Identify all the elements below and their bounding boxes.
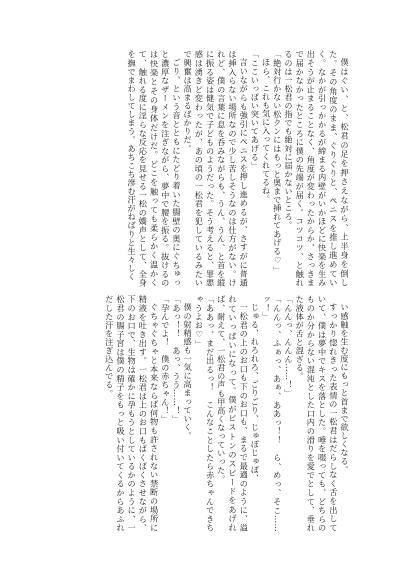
text-tier-top: [50, 50, 350, 287]
paragraph: 一松君の上のお口も下のお口も、まるで最適のように、溢れていっぱいになって。僕がピストンのスピードをあげれば、耐えて、一松君の声も甲高くなっていった。: [216, 295, 250, 532]
paragraph: じゅる、れろれろ、ごりごり、じゅぽじゅぽ、: [250, 303, 261, 483]
paragraph: ほら、これも気に入ってくれてるね。: [261, 58, 272, 204]
paragraph: ぐちゃぐちゃと本来ならば何物も許されない禁断の場所に精液を吐き出す。一松君は上のお口もぱくぱくさせながら、下のお口で、生物は確かに孕もうとしているかのように、一松君の腸子宮は僕の精子をもっと吸い付いてくるからあふれだした汗を注ぎ込んでる。: [104, 295, 160, 532]
text-tier-bottom: [50, 295, 350, 532]
dialogue-line: 「あっ！！ あっ、うう……！」: [171, 295, 182, 424]
dialogue-line: 「んんっ、ふぁっ、あぁ、ああっ！！ ら、めっ、そこ……ッ！」: [261, 295, 283, 532]
dialogue-line: 「ここいっぱい突いてあげる」: [250, 50, 261, 170]
paragraph: い感触を生む度にもっと首まで欲しくなる。: [340, 303, 350, 475]
dialogue-line: 「ああっ、まだ出るっ！ こんなことしたら赤ちゃんできちゃうよお♡」: [194, 295, 216, 532]
paragraph: 僕の射精感も一気に高まっていく。: [183, 303, 194, 440]
paragraph: 僕はぐい、と、松君の足を押さえながら、上半身を倒した。その角度のまま、ぐりぐりと、ペニスを推し進めていく。なかが引っかかるが締まる内壁がいかほどに快楽を生み出そうが止まることなく、角度が変わったからか、さっきまで届かなかったところに僕の先端が届く。コツコツ、と触れるのは一松君の指でも絶対に届かないところ。: [283, 50, 350, 287]
dialogue-line: 「絶対行かない松クンにはもっと奥まで挿れてあげる♡」: [272, 50, 283, 275]
dialogue-line: 「孕んでよ！ 僕の赤ちゃん！」: [160, 295, 171, 424]
paragraph: ごり、という音とともにたどり着いた腸壁の奥にぐちゅっと濃厚なザーメンを注ぎながら、夢中で腰を振る。抜けるのは快楽とその身体だけだ。どこを触っても柔らかく温かくて、触れる度に淫らな反応を見せる一松の嬌声として、全身を撫でまわしてしまう。あちこち滲む汗がねばりと生々しく: [127, 50, 182, 287]
paragraph: すっかり惚れきった表情の一松君はだらしなく舌を出していて、僕は夢中でキスを落とした。唾を啜っても、どちらのものか分からない混沌とした口内の滑りを愛でとして、垂れた液体が舌と混ざる。: [295, 295, 339, 532]
paragraph: 言いながらも強引にペニスを押し進めるが、さすがに普通は挿入らない場所なので少し苦しそうなのは仕方がない。けれど、僕の言葉に息を呑みながらも、うん、うん、と首を縦に振る姿は健気で子どものようだった。そう考えると、罪悪感は湧きど変わったが、あの頃の一松君を犯しているみたいで興奮は高まるばかりだ。: [183, 50, 250, 287]
dialogue-line: 「んんっ、んんん……！」: [283, 295, 294, 398]
